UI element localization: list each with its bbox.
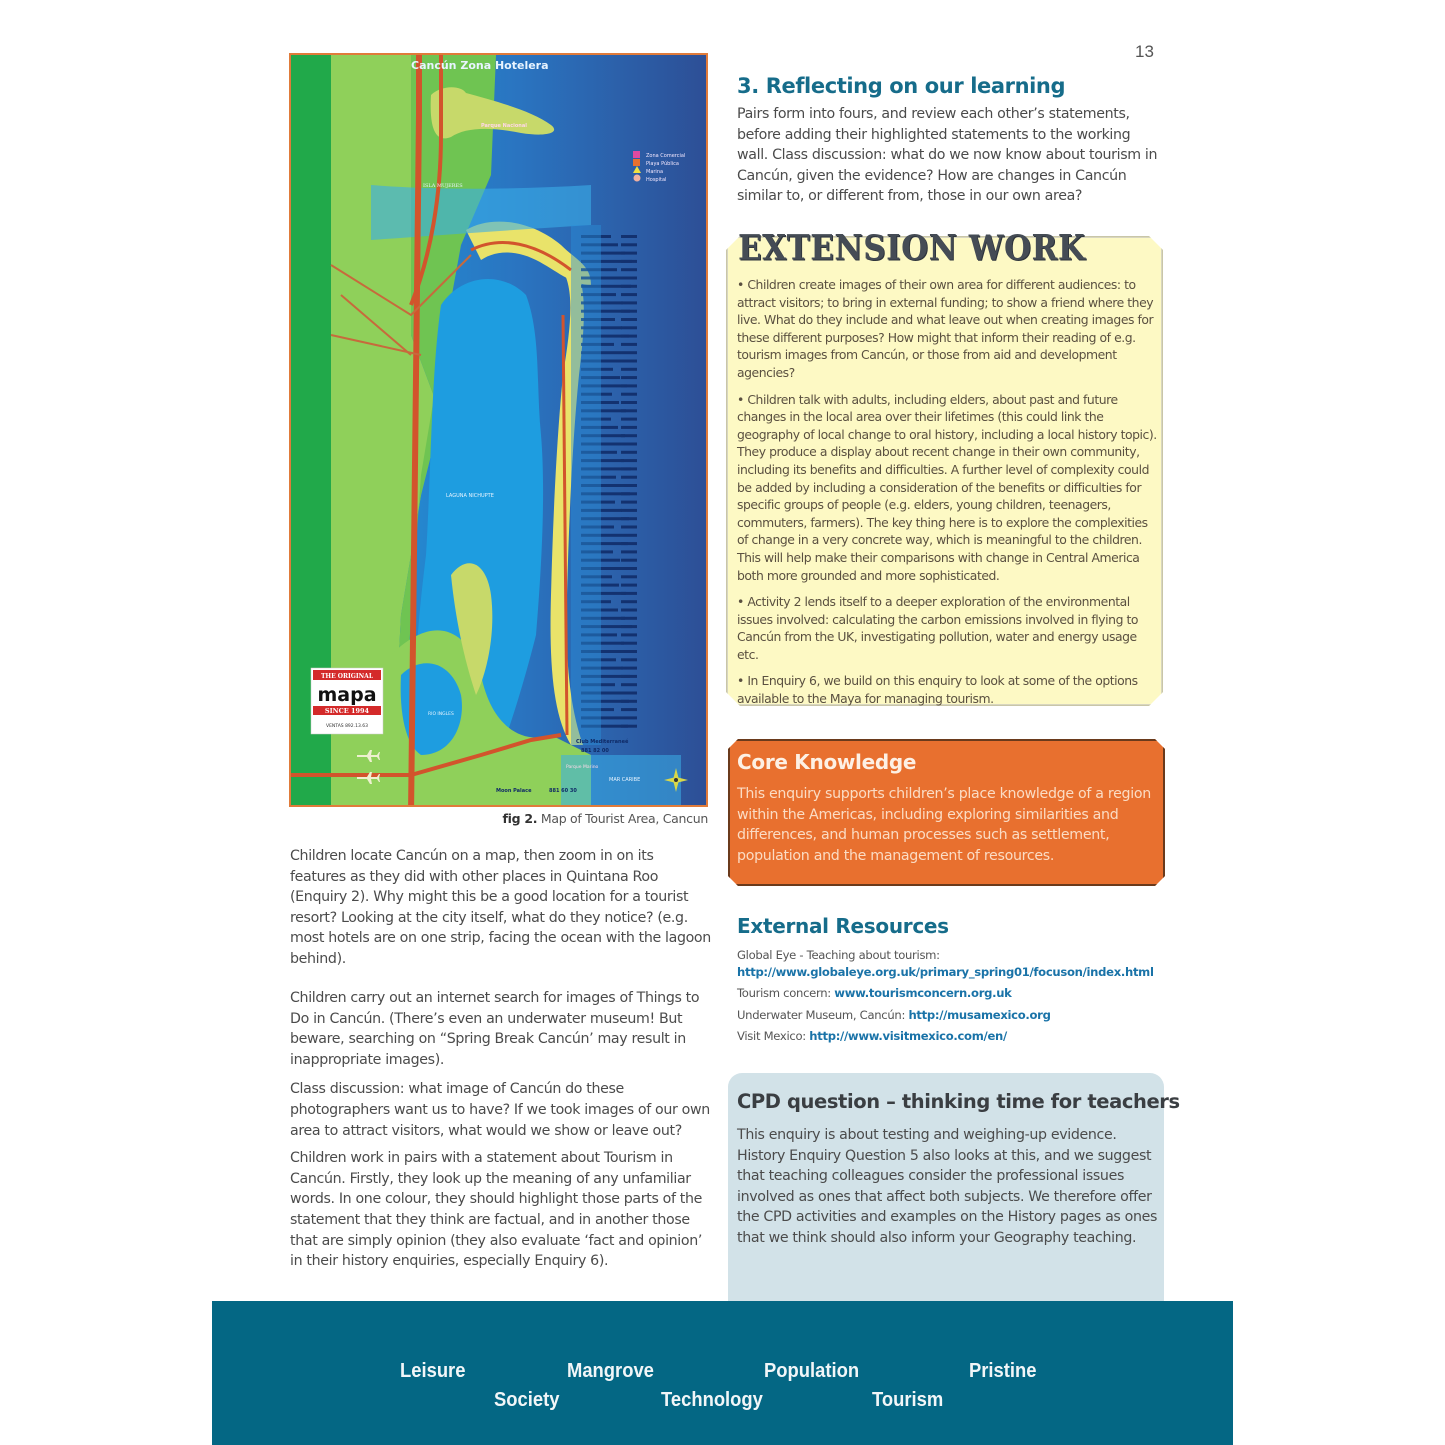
resource-item — [737, 984, 1167, 1004]
cpd-question-title: CPD question – thinking time for teachers — [737, 1090, 1180, 1113]
hotel-phone-bar — [621, 318, 637, 321]
extension-work-title: EXTENSION WORK — [738, 228, 1086, 269]
section-heading-reflecting: 3. Reflecting on our learning — [737, 74, 1066, 98]
hotel-phone-bar — [621, 675, 637, 678]
keyword: Society — [494, 1389, 560, 1411]
hotel-phone-bar — [621, 658, 637, 661]
core-knowledge-body: This enquiry supports children’s place knowledge of a region within the Americas, including exploring similarities and differences, and human processes such as settlement, population and the management of resources. — [737, 786, 1151, 864]
hotel-phone-bar — [621, 293, 637, 296]
hotel-phone-bar — [621, 384, 637, 387]
hotel-phone-bar — [621, 243, 637, 246]
hotel-phone-bar — [621, 451, 637, 454]
resource-link-globaleye[interactable]: http://www.globaleye.org.uk/primary_spring01/focuson/index.html — [737, 964, 1154, 979]
hotel-phone-bar — [621, 559, 637, 562]
hotel-phone-bar — [621, 534, 637, 537]
hotel-phone-bar — [621, 409, 637, 412]
hotel-phone-bar — [621, 351, 637, 354]
hotel-phone-bar — [621, 609, 637, 612]
core-knowledge-title: Core Knowledge — [737, 750, 917, 774]
figure-caption-text: Map of Tourist Area, Cancun — [540, 811, 708, 826]
legend-label: Zona Comercial — [646, 153, 686, 159]
hotel-phone-bar — [621, 509, 637, 512]
hotel-phone-bar — [621, 633, 637, 636]
hotel-phone-bar — [621, 642, 637, 645]
keyword: Leisure — [400, 1360, 466, 1382]
legend-label: Hospital — [646, 177, 667, 183]
cancun-map — [289, 53, 708, 807]
extension-item: • Activity 2 lends itself to a deeper exploration of the environmental issues involved: calculating the carbon emissions involved in flying to Cancún from the UK, investigating pollution, water and energy usage etc. — [737, 594, 1139, 662]
svg-text:Club Mediterraneé: Club Mediterraneé — [576, 739, 629, 745]
hotel-phone-bar — [621, 492, 637, 495]
lagoon-label: LAGUNA NICHUPTE — [446, 493, 494, 499]
keyword: Pristine — [969, 1360, 1037, 1382]
hotel-phone-bar — [621, 725, 637, 728]
paragraph: Children carry out an internet search for images of Things to Do in Cancún. (There’s even an underwater museum! But beware, searching on “Spring Break Cancún’ may result in inappropriate images). — [290, 990, 700, 1068]
resource-label: Tourism concern: — [737, 986, 835, 1001]
paragraph: Children locate Cancún on a map, then zoom in on its features as they did with other places in Quintana Roo (Enquiry 2). Why might this be a good location for a tourist resort? Looking at the city itself, what do they notice? (e.g. most hotels are on one strip, facing the ocean with the lagoon behind). — [290, 848, 711, 967]
keyword: Population — [764, 1360, 860, 1382]
hotel-phone-bar — [621, 476, 637, 479]
park-label: Parque Nacional — [481, 123, 527, 129]
extension-work-list — [737, 276, 1159, 717]
keyword: Tourism — [872, 1389, 944, 1411]
external-resources-heading: External Resources — [737, 914, 949, 938]
hotel-phone-bar — [621, 550, 637, 553]
svg-text:Moon Palace: Moon Palace — [496, 788, 532, 794]
hotel-phone-bar — [621, 301, 637, 304]
cpd-question-body: This enquiry is about testing and weighing-up evidence. History Enquiry Question 5 also looks at this, and we suggest that teaching colleagues consider the professional issues involved as ones that affect both subjects. We therefore offer the CPD activities and examples on the History pages as ones that we think should also inform your Geography teaching. — [737, 1127, 1158, 1246]
mapa-logo — [311, 668, 383, 734]
svg-text:THE ORIGINAL: THE ORIGINAL — [320, 673, 374, 680]
sea-label: MAR CARIBE — [609, 777, 641, 783]
resource-label: Visit Mexico: — [737, 1029, 810, 1044]
hotel-phone-bar — [621, 716, 637, 719]
resource-item — [737, 1006, 1167, 1026]
resource-link-musamexico[interactable]: http://musamexico.org — [908, 1007, 1051, 1022]
hotel-phone-bar — [621, 526, 637, 529]
resource-link-tourismconcern[interactable]: www.tourismconcern.org.uk — [834, 986, 1012, 1001]
hotel-phone-bar — [621, 335, 637, 338]
external-resources-list — [737, 946, 1167, 1047]
hotel-phone-bar — [621, 501, 637, 504]
svg-text:mapa: mapa — [317, 684, 377, 706]
hotel-phone-bar — [621, 426, 637, 429]
resource-item — [737, 1027, 1167, 1047]
hotel-phone-bar — [621, 277, 637, 280]
hotel-phone-bar — [621, 393, 637, 396]
resource-item — [737, 963, 1167, 983]
keyword: Mangrove — [567, 1360, 654, 1382]
hotel-phone-bar — [621, 567, 637, 570]
island-label: ISLA MUJERES — [423, 183, 463, 189]
hotel-phone-bar — [621, 401, 637, 404]
hotel-phone-bar — [621, 484, 637, 487]
svg-text:881 60 30: 881 60 30 — [549, 788, 577, 794]
hotel-phone-bar — [621, 376, 637, 379]
svg-text:Parque Marino: Parque Marino — [566, 765, 599, 770]
keyword: Technology — [661, 1389, 763, 1411]
hotel-phone-bar — [621, 268, 637, 271]
left-column-intro — [290, 846, 712, 977]
hotel-phone-bar — [621, 692, 637, 695]
hotel-phone-bar — [621, 310, 637, 313]
hotel-phone-bar — [621, 600, 637, 603]
hotel-phone-bar — [621, 343, 637, 346]
hotel-phone-bar — [621, 285, 637, 288]
map-title: Cancún Zona Hotelera — [411, 59, 549, 72]
hotel-phone-bar — [621, 418, 637, 421]
paragraph: Children work in pairs with a statement about Tourism in Cancún. Firstly, they look up the meaning of any unfamiliar words. In one colour, they should highlight those parts of the statement that they think are factual, and in another those that are simply opinion (they also evaluate ‘fact and opinion’ in their history enquiries, especially Enquiry 6). — [290, 1150, 703, 1270]
hotel-phone-bar — [621, 467, 637, 470]
hotel-phone-bar — [621, 575, 637, 578]
figure-label: fig 2. — [502, 811, 538, 826]
reflecting-body: Pairs form into fours, and review each other’s statements, before adding their highlighted statements to the working wall. Class discussion: what do we now know about tourism in Cancún, given the evidence? How are changes in Cancún similar to, or different from, those in our own area? — [737, 106, 1158, 205]
legend-label: Playa Pública — [646, 161, 679, 167]
hotel-phone-bar — [621, 617, 637, 620]
hotel-phone-bar — [621, 650, 637, 653]
keywords-footer — [212, 1301, 1233, 1445]
resource-link-visitmexico[interactable]: http://www.visitmexico.com/en/ — [809, 1029, 1007, 1044]
hotel-phone-bar — [621, 368, 637, 371]
hotel-phone-bar — [621, 459, 637, 462]
hotel-phone-bar — [621, 592, 637, 595]
hotel-phone-bar — [621, 667, 637, 670]
svg-text:881 82 00: 881 82 00 — [581, 748, 609, 754]
hotel-phone-bar — [621, 235, 637, 238]
hotel-phone-bar — [621, 252, 637, 255]
hotel-phone-bar — [621, 360, 637, 363]
hotel-phone-bar — [621, 517, 637, 520]
extension-item: • Children talk with adults, including elders, about past and future changes in the local area over their lifetimes (this could link the geography of local change to oral history, including a local history topic). They produce a display about recent change in their own community, including its benefits and difficulties. A further level of complexity could be added by including a consideration of the benefits or difficulties for specific groups of people (e.g. elders, young children, teenagers, commuters, farmers). The key thing here is to explore the complexities of change in a very concrete way, which is meaningful to the children. This will help make their comparisons with change in Central America both more grounded and more sophisticated. — [737, 391, 1157, 583]
paragraph: Class discussion: what image of Cancún do these photographers want us to have? If we took images of our own area to attract visitors, what would we show or leave out? — [290, 1081, 710, 1139]
page-number: 13 — [1135, 42, 1154, 61]
hotel-phone-bar — [621, 683, 637, 686]
hotel-phone-bar — [621, 700, 637, 703]
hotel-phone-bar — [621, 625, 637, 628]
extension-item: • Children create images of their own area for different audiences: to attract visitors; to bring in external funding; to show a friend where they live. What do they include and what leave out when creating images for these different purposes? How might that inform their reading of e.g. tourism images from Cancún, or those from aid and development agencies? — [737, 277, 1154, 380]
hotel-phone-bar — [621, 708, 637, 711]
legend-label: Marina — [646, 169, 664, 175]
resource-label: Underwater Museum, Cancún: — [737, 1007, 909, 1022]
figure-caption — [289, 811, 708, 826]
hotel-phone-bar — [621, 260, 637, 263]
hotel-phone-bar — [621, 434, 637, 437]
extension-item: • In Enquiry 6, we build on this enquiry to look at some of the options available to the Maya for managing tourism. — [737, 673, 1138, 707]
hotel-phone-bar — [621, 542, 637, 545]
svg-text:RIO INGLES: RIO INGLES — [428, 712, 454, 717]
hotel-phone-bar — [621, 326, 637, 329]
resource-label: Global Eye - Teaching about tourism: — [737, 948, 940, 962]
hotel-phone-bar — [621, 584, 637, 587]
svg-text:VENTAS 892.13.63: VENTAS 892.13.63 — [326, 724, 368, 729]
left-column-activities — [290, 988, 712, 1279]
hotel-phone-bar — [621, 443, 637, 446]
svg-text:SINCE 1994: SINCE 1994 — [324, 707, 370, 715]
